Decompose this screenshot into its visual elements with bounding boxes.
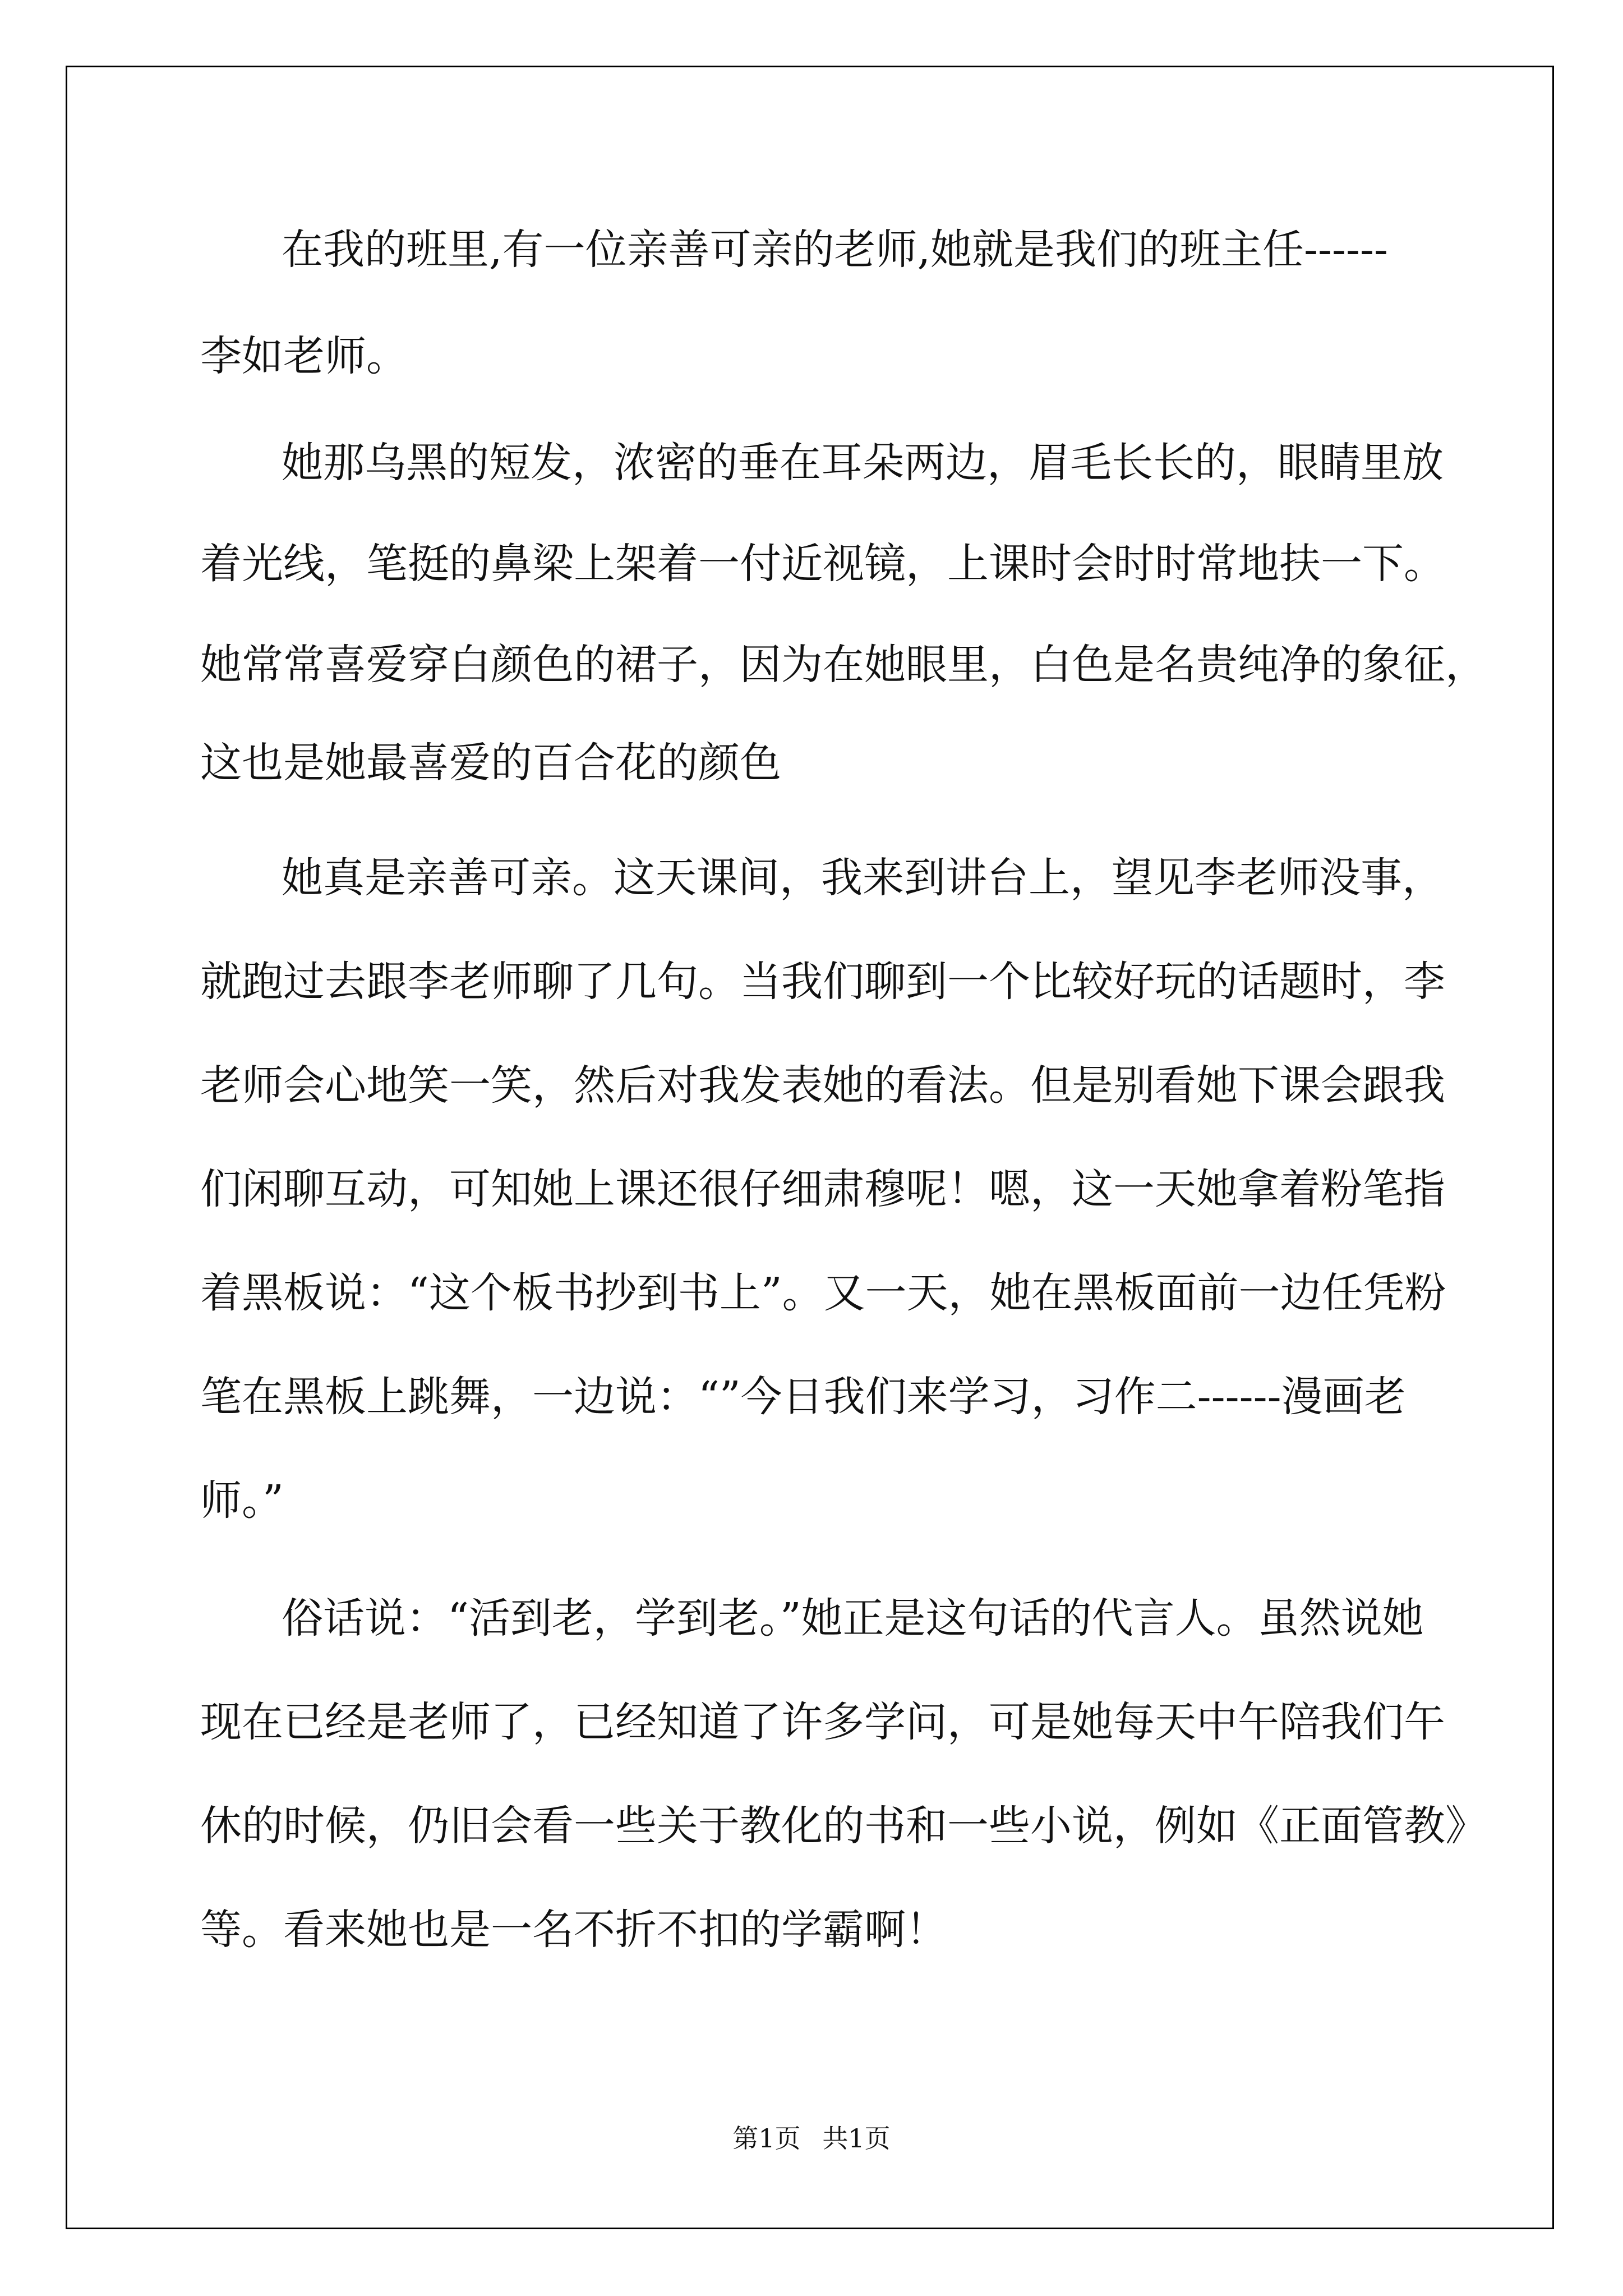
paragraph-2-line-4: 这也是她最喜爱的百合花的颜色	[200, 739, 781, 787]
page-number: 第1页	[732, 2123, 801, 2154]
paragraph-3-line-4: 们闲聊互动，可知她上课还很仔细肃穆呢！嗯，这一天她拿着粉笔指	[200, 1165, 1445, 1213]
page-total: 共1页	[822, 2123, 891, 2154]
paragraph-2-line-3: 她常常喜爱穿白颜色的裙子，因为在她眼里，白色是名贵纯净的象征，	[200, 641, 1487, 689]
paragraph-3-line-6: 笔在黑板上跳舞，一边说：“”今日我们来学习，习作二------漫画老	[200, 1373, 1406, 1421]
paragraph-3-line-1: 她真是亲善可亲。这天课间，我来到讲台上，望见李老师没事，	[282, 854, 1444, 902]
paragraph-3-line-5: 着黑板说：“这个板书抄到书上”。又一天，她在黑板面前一边任凭粉	[200, 1269, 1446, 1317]
paragraph-1-line-2: 李如老师。	[200, 332, 408, 380]
paragraph-4-line-2: 现在已经是老师了，已经知道了许多学问，可是她每天中午陪我们午	[200, 1698, 1445, 1746]
paragraph-2-line-1: 她那乌黑的短发，浓密的垂在耳朵两边，眉毛长长的，眼睛里放	[282, 439, 1444, 487]
paragraph-2-line-2: 着光线，笔挺的鼻梁上架着一付近视镜，上课时会时时常地扶一下。	[200, 540, 1445, 588]
page-footer	[0, 2122, 1623, 2155]
paragraph-3-line-3: 老师会心地笑一笑，然后对我发表她的看法。但是别看她下课会跟我	[200, 1061, 1445, 1110]
paragraph-3-line-2: 就跑过去跟李老师聊了几句。当我们聊到一个比较好玩的话题时，李	[200, 958, 1445, 1006]
paragraph-3-line-7: 师。”	[200, 1476, 284, 1525]
paragraph-4-line-3: 休的时候，仍旧会看一些关于教化的书和一些小说，例如《正面管教》	[200, 1802, 1487, 1850]
paragraph-4-line-4: 等。看来她也是一名不折不扣的学霸啊！	[200, 1906, 947, 1954]
paragraph-4-line-1: 俗话说：“活到老，学到老。”她正是这句话的代言人。虽然说她	[282, 1594, 1424, 1642]
paragraph-1-line-1: 在我的班里,有一位亲善可亲的老师,她就是我们的班主任------	[282, 226, 1389, 274]
